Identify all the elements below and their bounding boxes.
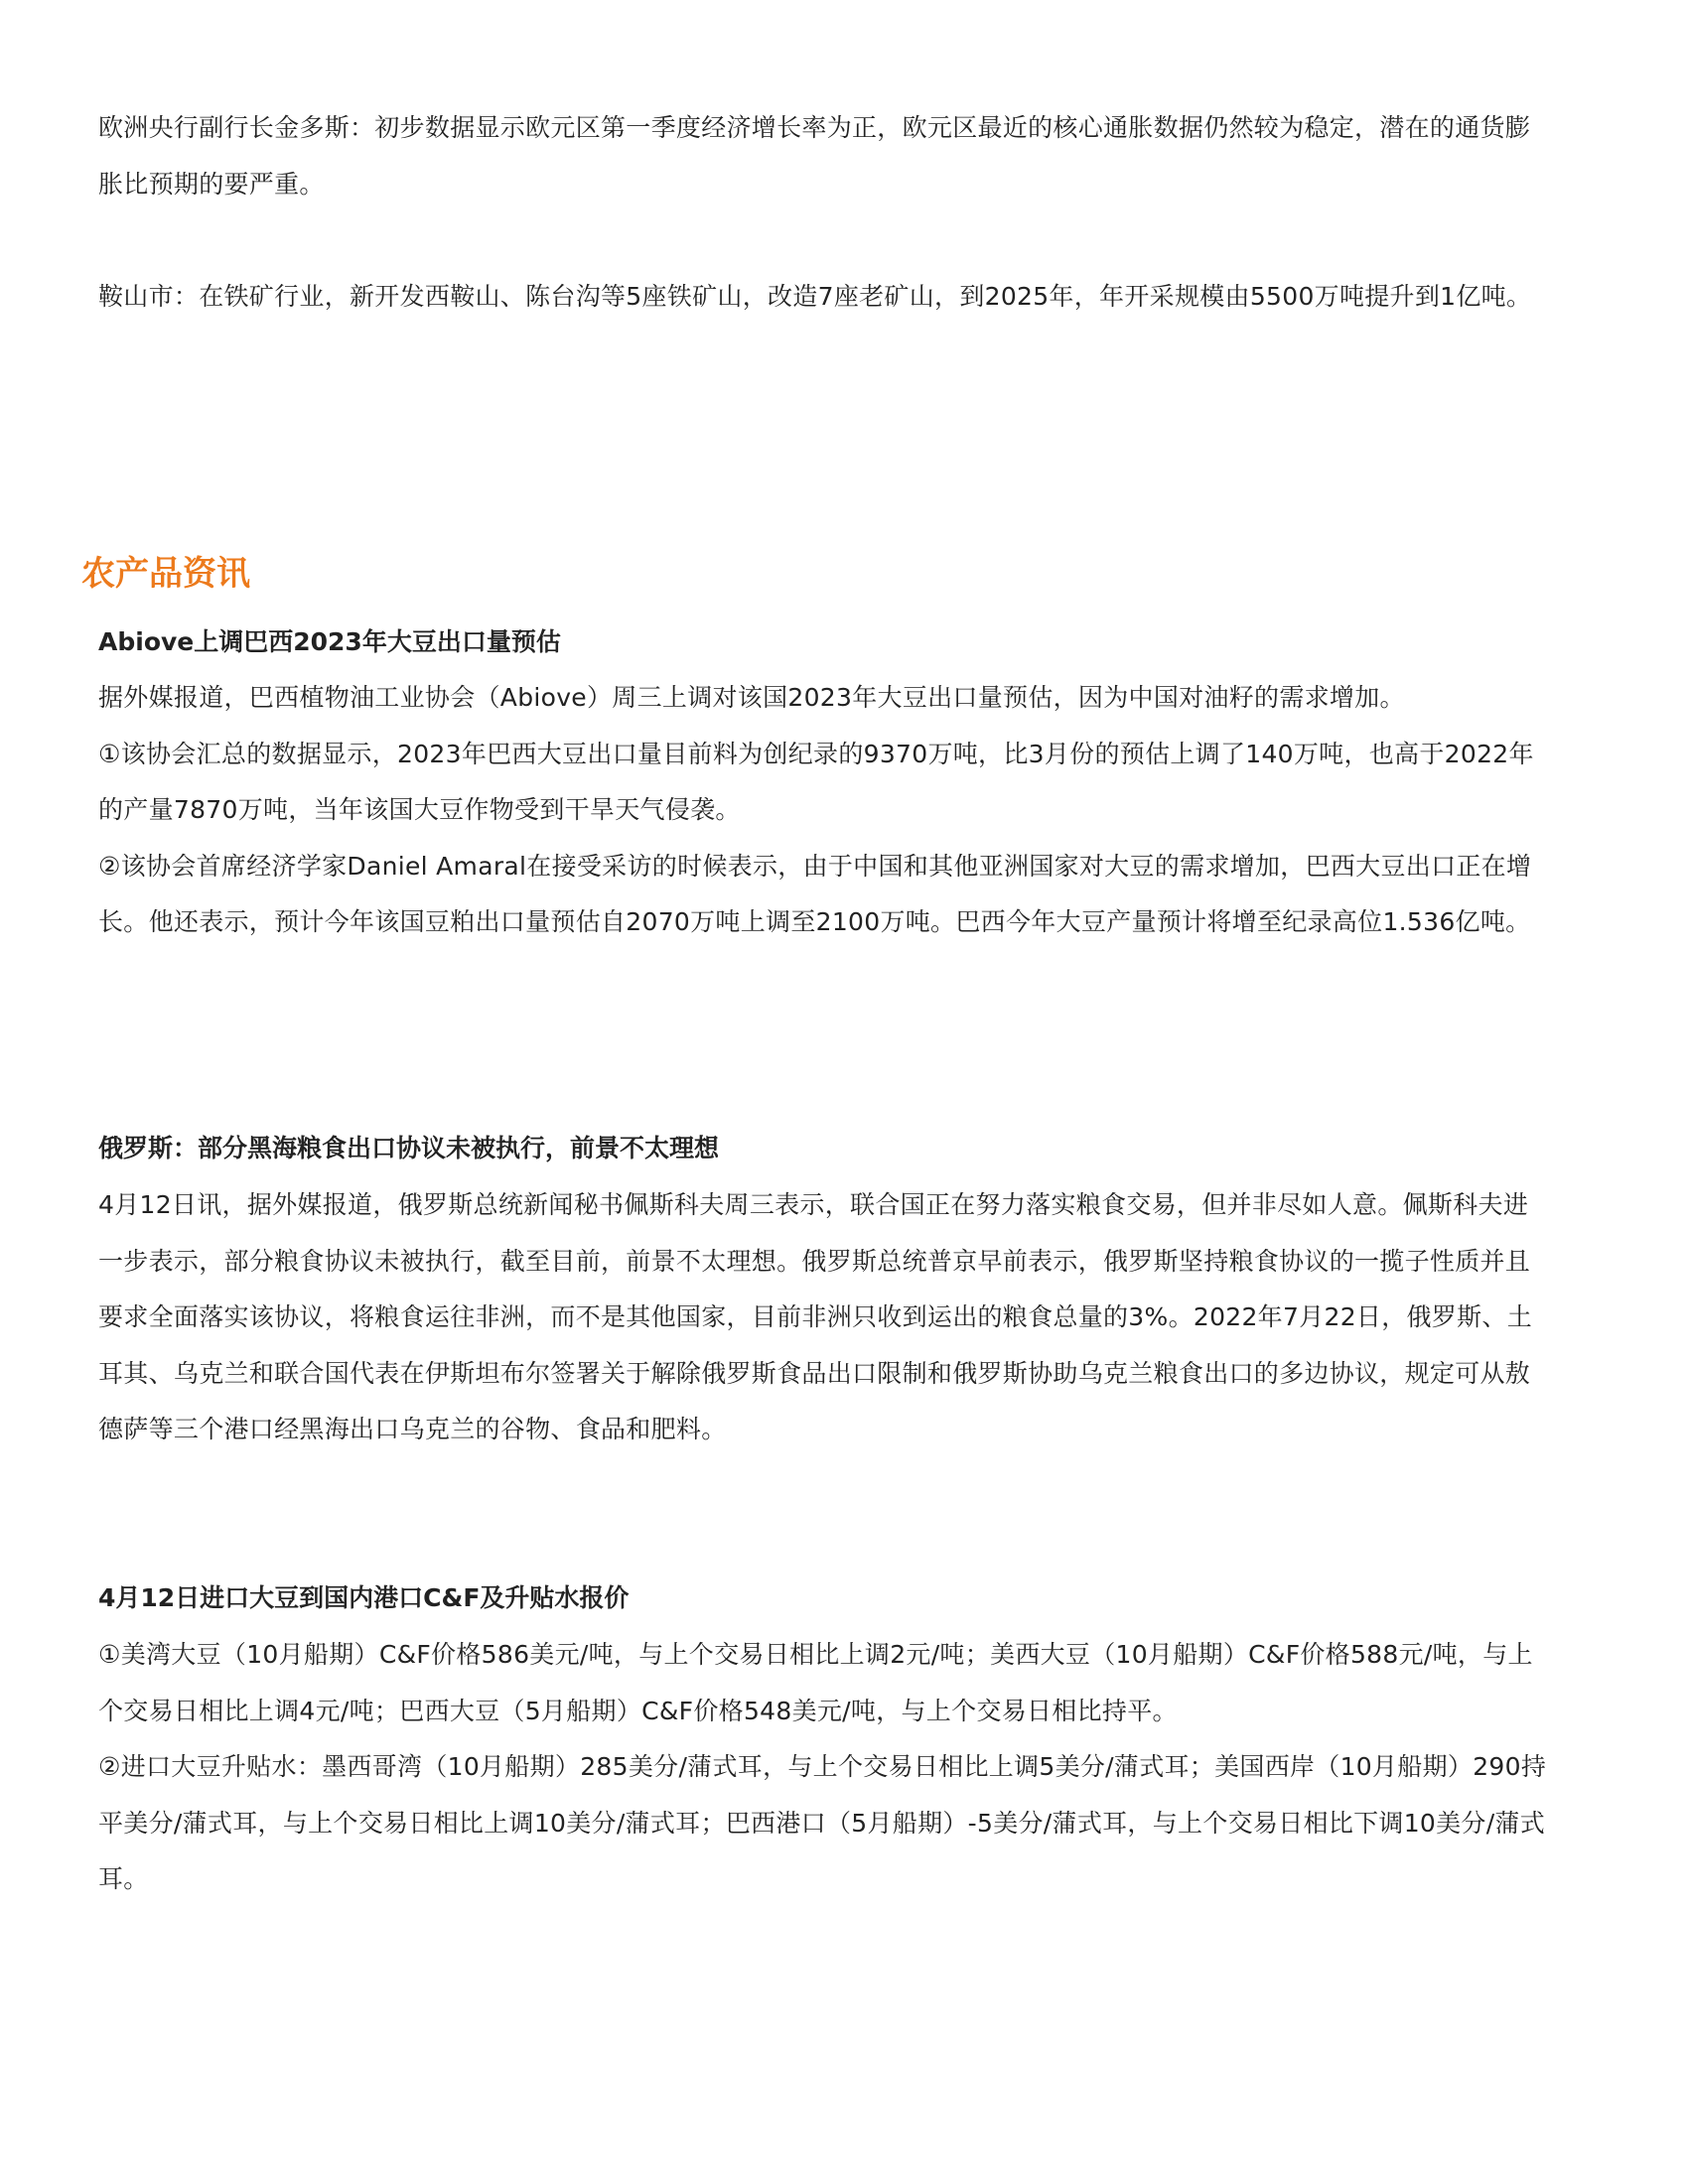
article-body-abiove	[98, 670, 1548, 951]
article-body-russia	[98, 1177, 1548, 1458]
article-title-russia: 俄罗斯：部分黑海粮食出口协议未被执行，前景不太理想	[98, 1134, 720, 1162]
article-title-abiove: Abiove上调巴西2023年大豆出口量预估	[98, 627, 561, 656]
article-paragraph: ①该协会汇总的数据显示，2023年巴西大豆出口量目前料为创纪录的9370万吨，比3月份的预估上调了140万吨，也高于2022年的产量7870万吨，当年该国大豆作物受到干旱天气侵袭。	[98, 739, 1534, 824]
article-paragraph: ②进口大豆升贴水：墨西哥湾（10月船期）285美分/蒲式耳，与上个交易日相比上调5美分/蒲式耳；美国西岸（10月船期）290持平美分/蒲式耳，与上个交易日相比上调10美分/蒲式耳；巴西港口（5月船期）-5美分/蒲式耳，与上个交易日相比下调10美分/蒲式耳。	[98, 1752, 1547, 1893]
article-paragraph: ①美湾大豆（10月船期）C&F价格586美元/吨，与上个交易日相比上调2元/吨；美西大豆（10月船期）C&F价格588元/吨，与上个交易日相比上调4元/吨；巴西大豆（5月船期）C&F价格548美元/吨，与上个交易日相比持平。	[98, 1640, 1533, 1725]
news-paragraph-ecb: 欧洲央行副行长金多斯：初步数据显示欧元区第一季度经济增长率为正，欧元区最近的核心通胀数据仍然较为稳定，潜在的通货膨胀比预期的要严重。	[98, 113, 1531, 199]
article-paragraph: ②该协会首席经济学家Daniel Amaral在接受采访的时候表示，由于中国和其他亚洲国家对大豆的需求增加，巴西大豆出口正在增长。他还表示，预计今年该国豆粕出口量预估自2070万吨上调至2100万吨。巴西今年大豆产量预计将增至纪录高位1.536亿吨。	[98, 851, 1532, 936]
article-paragraph: 4月12日讯，据外媒报道，俄罗斯总统新闻秘书佩斯科夫周三表示，联合国正在努力落实粮食交易，但并非尽如人意。佩斯科夫进一步表示，部分粮食协议未被执行，截至目前，前景不太理想。俄罗斯总统普京早前表示，俄罗斯坚持粮食协议的一揽子性质并且要求全面落实该协议，将粮食运往非洲，而不是其他国家，目前非洲只收到运出的粮食总量的3%。2022年7月22日，俄罗斯、土耳其、乌克兰和联合国代表在伊斯坦布尔签署关于解除俄罗斯食品出口限制和俄罗斯协助乌克兰粮食出口的多边协议，规定可从敖德萨等三个港口经黑海出口乌克兰的谷物、食品和肥料。	[98, 1190, 1533, 1443]
article-paragraph: 据外媒报道，巴西植物油工业协会（Abiove）周三上调对该国2023年大豆出口量预估，因为中国对油籽的需求增加。	[98, 683, 1405, 712]
section-title: 农产品资讯	[81, 554, 250, 594]
article-body-soybean-quotes	[98, 1627, 1548, 1908]
article-title-soybean-quotes: 4月12日进口大豆到国内港口C&F及升贴水报价	[98, 1583, 630, 1612]
news-paragraph-anshan: 鞍山市：在铁矿行业，新开发西鞍山、陈台沟等5座铁矿山，改造7座老矿山，到2025年，年开采规模由5500万吨提升到1亿吨。	[98, 282, 1532, 311]
